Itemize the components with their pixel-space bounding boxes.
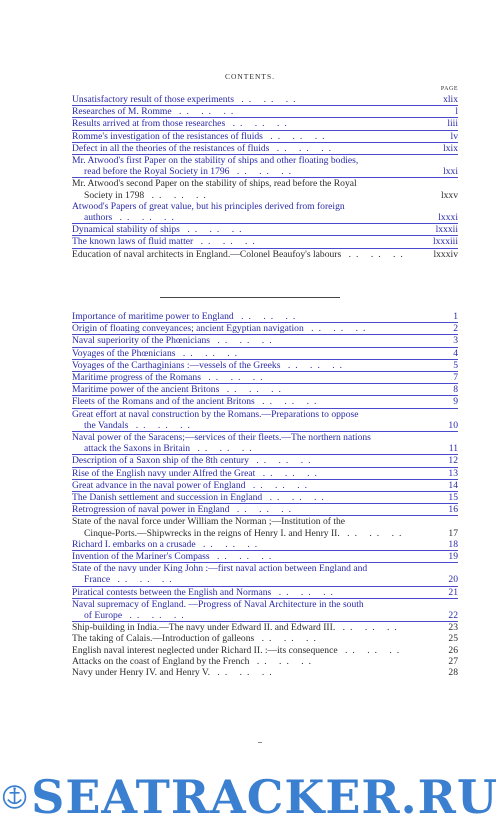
toc-entry-page: 14 (428, 480, 458, 492)
leader-dots: .. .. .. (229, 504, 297, 516)
toc-entry-continuation: France (84, 574, 111, 586)
toc-entry-page: lxxv (440, 189, 458, 201)
toc-entry-text: The known laws of fluid matter (72, 236, 194, 248)
toc-entry[interactable] (72, 432, 458, 455)
toc-entry-continuation: attack the Saxons in Britain (84, 443, 191, 455)
toc-entry-page: 3 (428, 335, 458, 347)
leader-dots: .. .. .. (233, 311, 301, 322)
toc-entry (72, 249, 458, 260)
toc-entry-continuation: Cinque-Ports.—Shipwrecks in the reigns of Henry I. and Henry II. (84, 527, 340, 539)
toc-entry (72, 178, 458, 200)
leader-dots: .. .. .. (171, 106, 239, 118)
toc-entry-text: Naval superiority of the Phœnicians (72, 335, 211, 347)
page-heading: CONTENTS. (224, 72, 276, 81)
leader-dots: .. .. .. (254, 396, 322, 408)
toc-entry-text: Fleets of the Romans and of the ancient Britons (72, 396, 255, 408)
toc-entry[interactable] (72, 468, 458, 480)
toc-entry[interactable] (72, 360, 458, 372)
toc-entry-title (72, 409, 428, 432)
leader-dots: .. .. .. (245, 479, 313, 491)
leader-dots: .. .. .. (229, 166, 297, 178)
leader-dots: .. .. .. (337, 644, 405, 656)
toc-entry[interactable] (72, 201, 458, 224)
page-column-label: PAGE (440, 86, 458, 92)
toc-entry (72, 645, 458, 656)
toc-entry-page: 5 (428, 360, 458, 372)
toc-entry-text: Dynamical stability of ships (72, 224, 180, 236)
toc-entry-title (72, 432, 428, 455)
toc-entry-page: 21 (428, 587, 458, 599)
leader-dots: .. .. .. (233, 94, 301, 105)
toc-entry-page: 2 (428, 323, 458, 335)
toc-entry[interactable] (72, 323, 458, 335)
toc-entry-text: Navy under Henry IV. and Henry V. (72, 667, 211, 679)
toc-entry-title (72, 563, 428, 586)
leader-dots: .. .. .. (262, 130, 330, 142)
toc-entry (72, 516, 458, 538)
toc-entry-page: 15 (428, 492, 458, 504)
toc-entry-page: 22 (428, 610, 458, 622)
toc-entry-text: Naval power of the Saracens;—services of their fleets.—The northern nations (72, 432, 371, 444)
intro-contents-list (72, 94, 458, 260)
toc-entry-page: lxxi (428, 166, 458, 178)
toc-entry-text: Mr. Atwood's first Paper on the stability of ships and other floating bodies, (72, 155, 359, 167)
chapter-contents-list (72, 311, 458, 678)
toc-entry-title (72, 94, 428, 106)
toc-entry-page: 23 (448, 622, 458, 634)
leader-dots: .. .. .. (210, 667, 277, 679)
leader-dots: .. .. .. (175, 347, 243, 359)
toc-entry-page: liii (428, 118, 458, 130)
toc-entry[interactable] (72, 384, 458, 396)
page-mark (258, 742, 262, 743)
leader-dots: .. .. .. (210, 335, 277, 347)
toc-entry-text: State of the naval force under William the Norman ;—Institution of the (72, 516, 346, 528)
toc-entry-page: 19 (428, 551, 458, 563)
toc-entry-title (72, 311, 428, 323)
leader-dots: .. .. .. (225, 118, 292, 130)
toc-entry-title (72, 599, 428, 622)
toc-entry-text: Great advance in the naval power of England (72, 479, 246, 491)
toc-entry-title (72, 551, 428, 563)
toc-entry-text: Mr. Atwood's second Paper on the stability of ships, read before the Royal (72, 178, 357, 190)
toc-entry[interactable] (72, 396, 458, 408)
toc-entry-text: Retrogression of naval power in England (72, 504, 230, 516)
leader-dots: .. .. .. (248, 455, 316, 467)
toc-entry-text: Voyages of the Phœnicians (72, 347, 176, 359)
toc-entry-title (72, 178, 428, 200)
toc-entry-page: 27 (448, 655, 458, 667)
toc-entry-title (72, 236, 428, 248)
toc-entry-title (72, 396, 428, 408)
toc-entry-title (72, 348, 428, 360)
toc-entry-text: English naval interest neglected under Richard II. :—its consequence (72, 644, 338, 656)
toc-entry[interactable] (72, 409, 458, 432)
toc-entry-continuation: of Europe (84, 610, 123, 622)
toc-entry-text: Attacks on the coast of England by the French (72, 655, 250, 667)
leader-dots: .. .. .. (110, 574, 177, 586)
toc-entry-page: 1 (428, 311, 458, 323)
toc-entry[interactable] (72, 94, 458, 106)
leader-dots: .. .. .. (255, 467, 322, 479)
toc-entry[interactable] (72, 480, 458, 492)
toc-entry-title (72, 645, 428, 656)
toc-entry-page: 4 (428, 348, 458, 360)
leader-dots: .. .. .. (271, 586, 338, 598)
toc-entry-page: lxxxiii (428, 236, 458, 248)
leader-dots: .. .. .. (249, 655, 317, 667)
toc-entry-page: lv (428, 131, 458, 143)
toc-entry-text: Maritime power of the ancient Britons (72, 384, 220, 396)
toc-entry-page: 25 (448, 633, 458, 645)
toc-entry-title (72, 622, 428, 633)
toc-entry-title (72, 131, 428, 143)
toc-entry-title (72, 384, 428, 396)
watermark (2, 766, 498, 828)
toc-entry-text: Atwood's Papers of great value, but his principles derived from foreign (72, 200, 345, 212)
toc-entry-page: 12 (428, 455, 458, 467)
toc-entry-text: Great effort at naval construction by the Romans.—Preparations to oppose (72, 408, 359, 420)
leader-dots: .. .. .. (269, 142, 336, 154)
toc-entry-title (72, 633, 428, 644)
toc-entry-page: 26 (448, 644, 458, 656)
toc-entry-text: State of the navy under King John :—first naval action between England and (72, 563, 368, 575)
leader-dots: .. .. .. (122, 610, 189, 622)
toc-entry-title (72, 480, 428, 492)
toc-entry-text: Importance of maritime power to England (72, 311, 234, 322)
toc-entry-continuation: read before the Royal Society in 1796 (84, 166, 230, 178)
toc-entry[interactable] (72, 118, 458, 130)
toc-entry-page: l (428, 106, 458, 118)
toc-entry-text: Rise of the English navy under Alfred the Great (72, 467, 256, 479)
toc-entry-title (72, 106, 428, 118)
toc-entry[interactable] (72, 224, 458, 236)
toc-entry[interactable] (72, 311, 458, 323)
toc-entry-page: lxxxiv (433, 248, 458, 260)
leader-dots: .. .. .. (341, 248, 408, 260)
toc-entry-title (72, 504, 428, 516)
toc-entry[interactable] (72, 539, 458, 551)
anchor-logo-icon (2, 767, 27, 827)
toc-entry-page: lxxxi (428, 212, 458, 224)
toc-entry-page: 10 (428, 420, 458, 432)
toc-entry-continuation: Society in 1798 (84, 189, 145, 201)
toc-entry-text: Defect in all the theories of the resistances of fluids (72, 142, 270, 154)
toc-entry-page: 18 (428, 539, 458, 551)
toc-entry[interactable] (72, 551, 458, 563)
watermark-text: SEATRACKER.RU (31, 770, 498, 824)
toc-entry-page: xlix (428, 94, 458, 106)
leader-dots: .. .. .. (190, 443, 257, 455)
toc-entry-page: 7 (428, 372, 458, 384)
toc-entry-title (72, 360, 428, 372)
toc-entry[interactable] (72, 599, 458, 622)
toc-entry (72, 656, 458, 667)
leader-dots: .. .. .. (254, 633, 321, 645)
toc-entry-text: Maritime progress of the Romans (72, 372, 201, 384)
toc-entry-page: 16 (428, 504, 458, 516)
toc-entry-page: 17 (448, 527, 458, 539)
toc-entry-text: Piratical contests between the English and Normans (72, 586, 272, 598)
toc-entry-title (72, 656, 428, 667)
toc-entry[interactable] (72, 563, 458, 586)
toc-entry-text: Naval supremacy of England. —Progress of Naval Architecture in the south (72, 598, 364, 610)
toc-entry-text: The Danish settlement and succession in England (72, 492, 263, 504)
toc-entry-text: Voyages of the Carthaginians :—vessels of the Greeks (72, 359, 281, 371)
toc-entry[interactable] (72, 143, 458, 155)
toc-entry (72, 622, 458, 633)
toc-entry-text: Education of naval architects in England.—Colonel Beaufoy's labours (72, 248, 342, 260)
toc-entry-page: lxix (428, 143, 458, 155)
toc-entry-title (72, 455, 428, 467)
toc-entry-title (72, 468, 428, 480)
toc-entry-title (72, 372, 428, 384)
section-divider (160, 297, 340, 298)
toc-entry-text: Richard I. embarks on a crusade (72, 538, 196, 550)
toc-entry-continuation: the Vandals (84, 419, 129, 431)
leader-dots: .. .. .. (179, 224, 247, 236)
leader-dots: .. .. .. (112, 212, 179, 224)
toc-entry[interactable] (72, 131, 458, 143)
toc-entry-text: Invention of the Mariner's Compass (72, 551, 210, 563)
toc-entry-page: 9 (428, 396, 458, 408)
leader-dots: .. .. .. (335, 622, 402, 634)
toc-entry-title (72, 155, 428, 178)
toc-entry (72, 633, 458, 644)
toc-entry[interactable] (72, 236, 458, 248)
leader-dots: .. .. .. (339, 527, 407, 539)
toc-entry-title (72, 143, 428, 155)
toc-entry-page: 13 (428, 468, 458, 480)
leader-dots: .. .. .. (262, 492, 329, 504)
toc-entry-text: Researches of M. Romme (72, 106, 172, 118)
toc-entry-title (72, 667, 428, 678)
leader-dots: .. .. .. (209, 551, 277, 563)
leader-dots: .. .. .. (193, 236, 260, 248)
leader-dots: .. .. .. (219, 384, 286, 396)
toc-entry-title (72, 224, 428, 236)
toc-entry-title (72, 249, 428, 260)
toc-entry-text: The taking of Calais.—Introduction of galleons (72, 633, 255, 645)
leader-dots: .. .. .. (200, 372, 268, 384)
leader-dots: .. .. .. (303, 323, 371, 335)
leader-dots: .. .. .. (144, 189, 211, 201)
toc-entry[interactable] (72, 106, 458, 118)
toc-entry[interactable] (72, 348, 458, 360)
toc-entry[interactable] (72, 155, 458, 178)
toc-entry-page: lxxxii (428, 224, 458, 236)
leader-dots: .. .. .. (128, 419, 195, 431)
toc-entry-page: 8 (428, 384, 458, 396)
toc-entry-page: 20 (428, 574, 458, 586)
toc-entry-title (72, 118, 428, 130)
leader-dots: .. .. .. (280, 359, 348, 371)
toc-entry-title (72, 587, 428, 599)
toc-entry-text: Romme's investigation of the resistances of fluids (72, 130, 263, 142)
toc-entry-title (72, 516, 428, 538)
toc-entry-text: Results arrived at from those researches (72, 118, 226, 130)
toc-entry-text: Unsatisfactory result of those experiments (72, 94, 234, 105)
toc-entry[interactable] (72, 587, 458, 599)
toc-entry[interactable] (72, 492, 458, 504)
toc-entry-text: Ship-building in India.—The navy under Edward II. and Edward III. (72, 622, 336, 634)
toc-entry-continuation: authors (84, 212, 113, 224)
toc-entry-text: Description of a Saxon ship of the 8th century (72, 455, 249, 467)
toc-entry[interactable] (72, 335, 458, 347)
toc-entry[interactable] (72, 372, 458, 384)
leader-dots: .. .. .. (195, 538, 263, 550)
toc-entry (72, 667, 458, 678)
toc-entry-page: 11 (428, 443, 458, 455)
toc-entry[interactable] (72, 504, 458, 516)
toc-entry-text: Origin of floating conveyances; ancient Egyptian navigation (72, 323, 304, 335)
toc-entry-title (72, 492, 428, 504)
toc-entry[interactable] (72, 455, 458, 467)
toc-entry-title (72, 539, 428, 551)
toc-entry-title (72, 201, 428, 224)
toc-entry-page: 28 (448, 667, 458, 679)
toc-entry-title (72, 323, 428, 335)
toc-entry-title (72, 335, 428, 347)
